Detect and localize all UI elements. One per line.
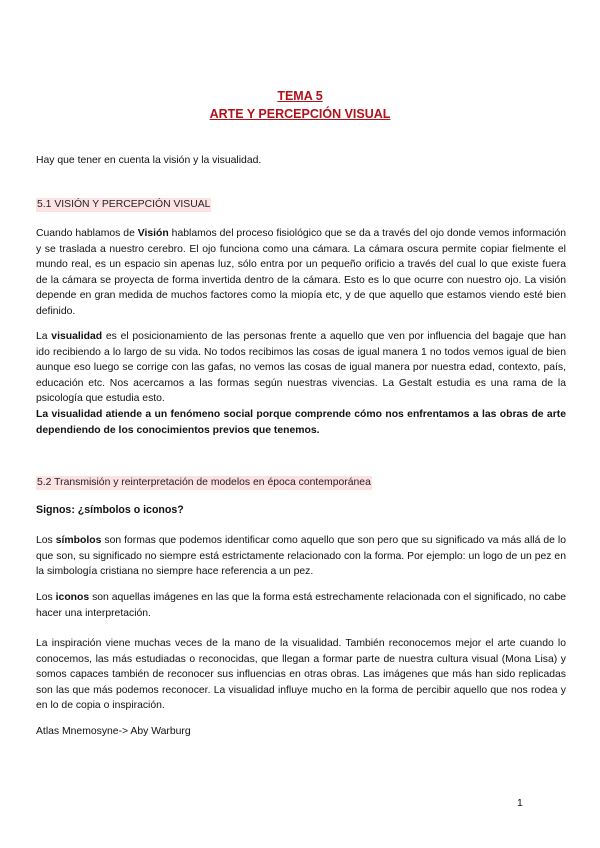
keyword-visualidad: visualidad — [51, 331, 103, 342]
paragraph-text: Los — [36, 592, 56, 603]
paragraph-text: Cuando hablamos de — [36, 228, 138, 239]
paragraph-text: Los — [36, 535, 56, 546]
paragraph-text: hablamos del proceso fisiológico que se da a través del ojo donde vemos información y se traslada a nuestro cerebro. El ojo funciona como una cámara. La cámara oscura permite copiar fielmente el mundo real, es un espacio sin apenas luz, sólo entra por un pequeño orificio a través del cual lo que existe fuera de la cámara se proyecta de forma invertida dentro de la cámara. Esto es lo que ocurre con nuestro ojo. La visión depende en gran medida de muchos factores como la miopía etc, y de que aquello que estamos viendo esté bien definido. — [36, 228, 566, 317]
section-2-paragraph-icons — [36, 590, 566, 621]
page-number: 1 — [517, 798, 523, 809]
atlas-reference: Atlas Mnemosyne-> Aby Warburg — [36, 726, 191, 737]
paragraph-text: son aquellas imágenes en las que la forma está estrechamente relacionada con el significado, no cabe hacer una interpretación. — [36, 592, 566, 619]
keyword-iconos: iconos — [55, 592, 90, 603]
section-1-heading: 5.1 VISIÓN Y PERCEPCIÓN VISUAL — [37, 199, 211, 210]
bold-conclusion: La visualidad atiende a un fenómeno social porque comprende cómo nos enfrentamos a las obras de arte dependiendo de los conocimientos previos que tenemos. — [36, 408, 566, 436]
section-2-paragraph-symbols — [36, 533, 566, 580]
paragraph-text: son formas que podemos identificar como aquello que son pero que su significado va más allá de lo que son, su significado no siempre está estrictamente relacionado con la forma. Por ejemplo: un logo de un pez en la simbología cristiana no siempre hace referencia a un pez. — [36, 535, 566, 578]
section-2-heading: 5.2 Transmisión y reinterpretación de modelos en época contemporánea — [37, 477, 371, 488]
title-line-1: TEMA 5 — [277, 89, 323, 103]
signs-subheading: Signos: ¿símbolos o iconos? — [36, 504, 184, 516]
keyword-vision: Visión — [137, 228, 169, 239]
keyword-simbolos: símbolos — [55, 535, 102, 546]
paragraph-text: La — [36, 331, 52, 342]
paragraph-text: es el posicionamiento de las personas frente a aquello que ven por influencia del bagaje que han ido recibiendo a lo largo de su vida. No todos recibimos las cosas de igual manera 1 no todos vemos igual de bien aunque eso luego se corrige con las gafas, no vemos las cosas de igual manera por nuestra edad, contexto, país, educación etc. Nos acercamos a las formas según nuestras vivencias. La Gestalt estudia es una rama de la psicología que estudia esto. — [36, 331, 566, 405]
section-1-paragraph-1 — [36, 226, 566, 320]
document-title — [0, 87, 600, 123]
intro-paragraph: Hay que tener en cuenta la visión y la visualidad. — [36, 155, 262, 166]
title-line-2: ARTE Y PERCEPCIÓN VISUAL — [209, 107, 391, 121]
section-2-paragraph-inspiration: La inspiración viene muchas veces de la mano de la visualidad. También reconocemos mejor el arte cuando lo conocemos, las más estudiadas o reconocidas, que llegan a formar parte de nuestra cultura visual (Mona Lisa) y somos capaces también de reconocer sus influencias en otras obras. Las imágenes que más han sido replicadas son las que más podemos reconocer. La visualidad influye mucho en la forma de percibir aquello que nos rodea y en lo de copia o inspiración. — [36, 638, 566, 712]
section-1-paragraph-2 — [36, 329, 566, 438]
